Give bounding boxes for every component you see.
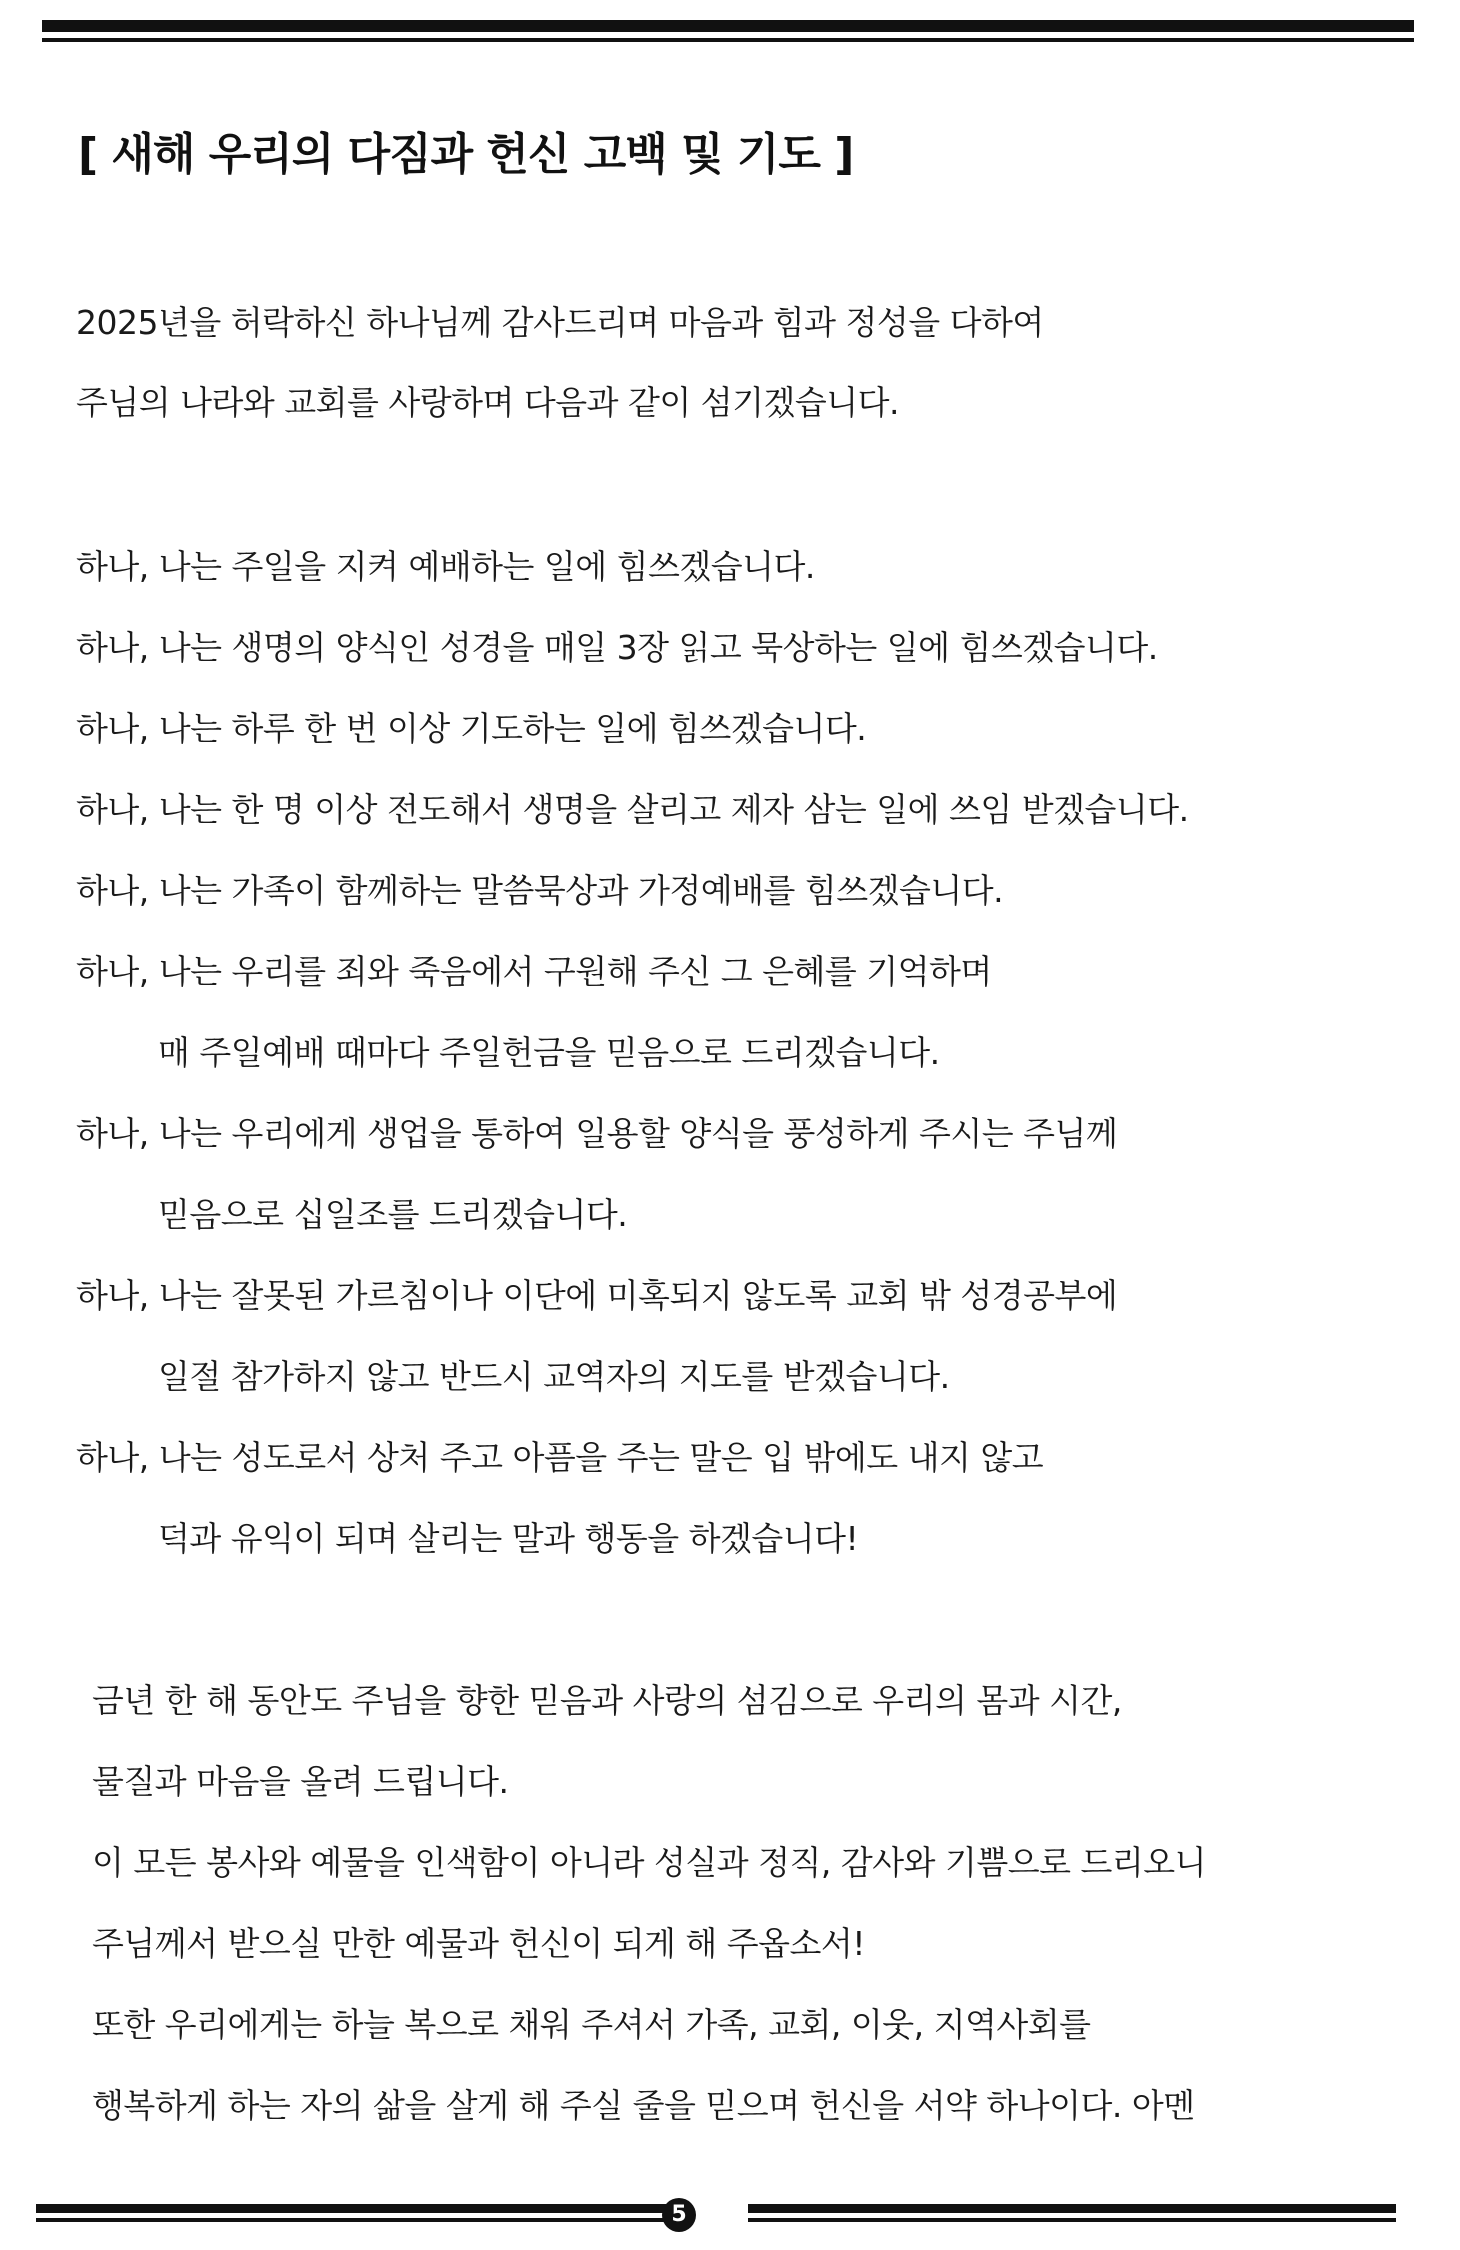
bottom-divider xyxy=(36,2198,1396,2234)
top-divider-thin xyxy=(42,38,1414,42)
pledge-line: 하나, 나는 주일을 지켜 예배하는 일에 힘쓰겠습니다. xyxy=(76,547,815,586)
pledge-line: 하나, 나는 하루 한 번 이상 기도하는 일에 힘쓰겠습니다. xyxy=(76,709,867,748)
intro-line: 2025년을 허락하신 하나님께 감사드리며 마음과 힘과 정성을 다하여 xyxy=(76,303,1044,342)
bottom-divider-left xyxy=(36,2204,684,2222)
pledge-line: 하나, 나는 우리에게 생업을 통하여 일용할 양식을 풍성하게 주시는 주님께 xyxy=(76,1114,1118,1153)
pledge-continuation-line: 덕과 유익이 되며 살리는 말과 행동을 하겠습니다! xyxy=(158,1519,859,1558)
pledge-line: 하나, 나는 한 명 이상 전도해서 생명을 살리고 제자 삼는 일에 쓰임 받겠습니다. xyxy=(76,790,1189,829)
page-title: [ 새해 우리의 다짐과 헌신 고백 및 기도 ] xyxy=(78,129,854,180)
pledge-line: 하나, 나는 잘못된 가르침이나 이단에 미혹되지 않도록 교회 밖 성경공부에 xyxy=(76,1276,1118,1315)
prayer-line: 행복하게 하는 자의 삶을 살게 해 주실 줄을 믿으며 헌신을 서약 하나이다. 아멘 xyxy=(92,2086,1195,2125)
prayer-line: 금년 한 해 동안도 주님을 향한 믿음과 사랑의 섬김으로 우리의 몸과 시간, xyxy=(92,1681,1122,1720)
prayer-line: 이 모든 봉사와 예물을 인색함이 아니라 성실과 정직, 감사와 기쁨으로 드리오니 xyxy=(92,1843,1206,1882)
prayer-line: 또한 우리에게는 하늘 복으로 채워 주셔서 가족, 교회, 이웃, 지역사회를 xyxy=(92,2005,1091,2044)
bottom-divider-right xyxy=(748,2204,1396,2222)
prayer-line: 주님께서 받으실 만한 예물과 헌신이 되게 해 주옵소서! xyxy=(92,1924,865,1963)
pledge-line: 하나, 나는 성도로서 상처 주고 아픔을 주는 말은 입 밖에도 내지 않고 xyxy=(76,1438,1044,1477)
prayer-line: 물질과 마음을 올려 드립니다. xyxy=(92,1762,509,1801)
pledge-continuation-line: 매 주일예배 때마다 주일헌금을 믿음으로 드리겠습니다. xyxy=(158,1033,940,1072)
pledge-line: 하나, 나는 우리를 죄와 죽음에서 구원해 주신 그 은혜를 기억하며 xyxy=(76,952,992,991)
pledge-line: 하나, 나는 가족이 함께하는 말씀묵상과 가정예배를 힘쓰겠습니다. xyxy=(76,871,1004,910)
intro-line: 주님의 나라와 교회를 사랑하며 다음과 같이 섬기겠습니다. xyxy=(76,383,899,422)
pledge-line: 하나, 나는 생명의 양식인 성경을 매일 3장 읽고 묵상하는 일에 힘쓰겠습니다. xyxy=(76,628,1158,667)
pledge-continuation-line: 믿음으로 십일조를 드리겠습니다. xyxy=(158,1195,628,1234)
top-divider-thick xyxy=(42,20,1414,32)
top-divider xyxy=(42,20,1414,42)
pledge-continuation-line: 일절 참가하지 않고 반드시 교역자의 지도를 받겠습니다. xyxy=(158,1357,950,1396)
page-number-badge: 5 xyxy=(662,2198,696,2232)
